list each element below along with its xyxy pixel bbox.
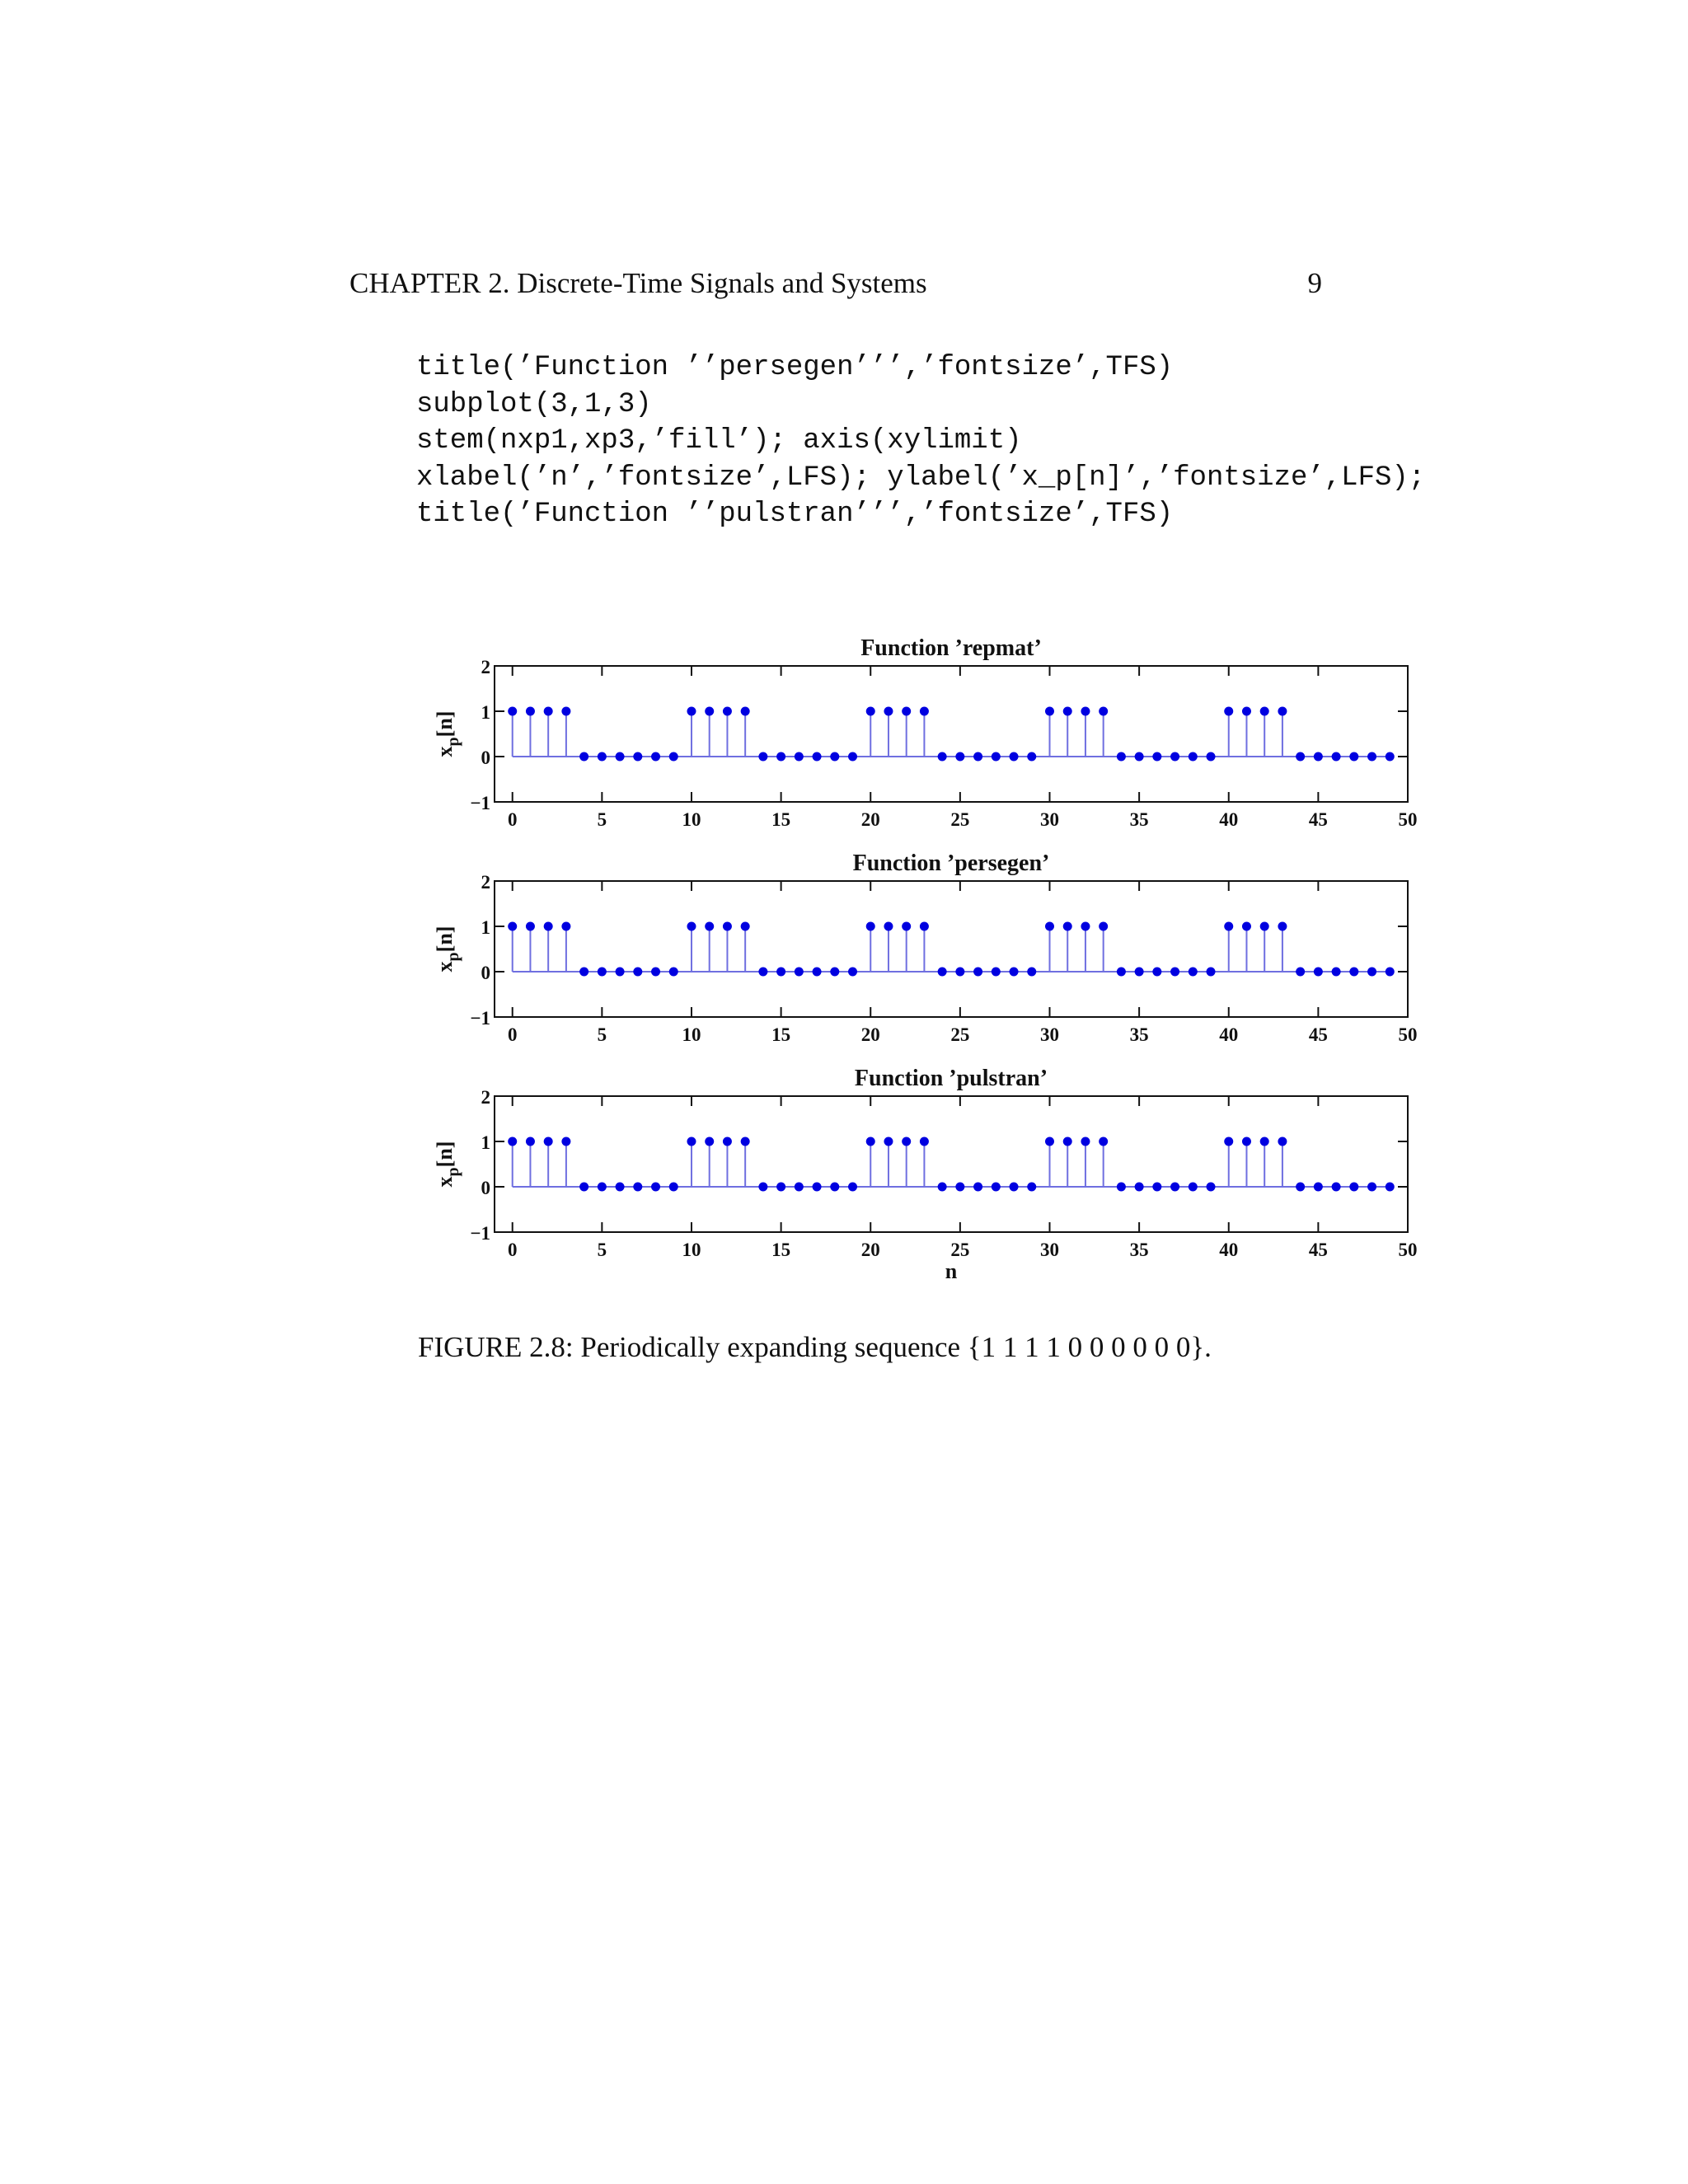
stem-marker xyxy=(1010,752,1019,762)
x-tick-label: 30 xyxy=(1039,1024,1059,1045)
stem-marker xyxy=(1170,968,1179,977)
stem-marker xyxy=(1207,752,1216,762)
stem-marker xyxy=(813,752,822,762)
y-axis-label-part: x xyxy=(433,1176,457,1188)
stem-marker xyxy=(1332,1183,1341,1192)
stem-marker xyxy=(1349,752,1358,762)
stem-marker xyxy=(866,707,875,716)
y-axis-label xyxy=(433,711,462,757)
x-tick-label: 0 xyxy=(507,809,518,830)
stem-marker xyxy=(1152,752,1161,762)
y-axis-label-part: p xyxy=(444,737,462,747)
code-line: title(’Function ’’pulstran’’’,’fontsize’,TFS) xyxy=(416,499,1174,530)
stem-marker xyxy=(1027,752,1036,762)
stem-marker xyxy=(616,1183,625,1192)
plot-axes-box xyxy=(495,666,1408,802)
stem-marker xyxy=(1135,968,1144,977)
stem-marker xyxy=(758,1183,767,1192)
x-tick-label: 50 xyxy=(1398,809,1418,830)
stem-marker xyxy=(973,1183,982,1192)
stem-marker xyxy=(920,922,929,931)
stem-marker xyxy=(1224,707,1233,716)
stem-marker xyxy=(526,1137,535,1146)
y-tick-label: 1 xyxy=(481,1132,490,1153)
x-tick-label: 5 xyxy=(597,1024,607,1045)
stem-marker xyxy=(741,1137,750,1146)
stem-marker xyxy=(526,922,535,931)
stem-plot-panel xyxy=(433,851,1418,1045)
stem-marker xyxy=(579,968,588,977)
plot-title: Function ’persegen’ xyxy=(852,851,1050,876)
stem-marker xyxy=(651,1183,660,1192)
x-tick-label: 30 xyxy=(1039,809,1059,830)
stem-marker xyxy=(758,752,767,762)
page-number: 9 xyxy=(1307,267,1322,299)
x-tick-label: 5 xyxy=(597,1240,607,1260)
y-tick-label: −1 xyxy=(470,1223,490,1244)
stem-marker xyxy=(508,922,517,931)
stem-marker xyxy=(1349,968,1358,977)
x-tick-label: 35 xyxy=(1129,809,1149,830)
x-tick-label: 40 xyxy=(1219,1024,1239,1045)
x-tick-label: 0 xyxy=(507,1024,518,1045)
y-axis-label-part: [n] xyxy=(433,926,457,953)
stem-marker xyxy=(561,707,570,716)
stem-marker xyxy=(884,922,893,931)
stem-marker xyxy=(1081,707,1090,716)
stem-marker xyxy=(830,1183,839,1192)
plot-title: Function ’pulstran’ xyxy=(854,1066,1048,1091)
stem-marker xyxy=(1386,1183,1395,1192)
code-line: subplot(3,1,3) xyxy=(416,388,652,420)
stem-marker xyxy=(687,707,696,716)
y-axis-label-part: [n] xyxy=(433,1141,457,1168)
x-tick-label: 15 xyxy=(771,809,791,830)
x-tick-label: 10 xyxy=(682,1240,701,1260)
stem-marker xyxy=(1224,1137,1233,1146)
stem-marker xyxy=(902,1137,911,1146)
y-tick-label: 0 xyxy=(481,1178,490,1198)
x-axis-label: n xyxy=(945,1259,958,1283)
x-tick-label: 0 xyxy=(507,1240,518,1260)
stem-marker xyxy=(1063,707,1072,716)
stem-marker xyxy=(1063,922,1072,931)
running-header xyxy=(349,267,1322,303)
stem-marker xyxy=(651,968,660,977)
stem-marker xyxy=(884,707,893,716)
stem-marker xyxy=(1242,1137,1251,1146)
stem-marker xyxy=(758,968,767,977)
x-tick-label: 20 xyxy=(860,1024,880,1045)
y-axis-label-part: p xyxy=(444,1167,462,1177)
stem-marker xyxy=(795,752,804,762)
stem-marker xyxy=(1170,1183,1179,1192)
y-axis-label xyxy=(433,1141,462,1188)
x-tick-label: 15 xyxy=(771,1024,791,1045)
y-tick-label: 2 xyxy=(481,657,490,677)
stem-marker xyxy=(1224,922,1233,931)
stem-marker xyxy=(687,1137,696,1146)
stem-marker xyxy=(795,968,804,977)
figure-stem-plots xyxy=(0,610,1688,1310)
stem-marker xyxy=(813,1183,822,1192)
stem-marker xyxy=(938,1183,947,1192)
stem-marker xyxy=(1135,752,1144,762)
stem-marker xyxy=(938,752,947,762)
stem-marker xyxy=(1045,707,1054,716)
x-tick-label: 20 xyxy=(860,1240,880,1260)
y-tick-label: −1 xyxy=(470,793,490,813)
stem-marker xyxy=(1099,707,1108,716)
stem-marker xyxy=(526,707,535,716)
stem-marker xyxy=(1081,922,1090,931)
plot-title: Function ’repmat’ xyxy=(860,635,1042,661)
stem-marker xyxy=(973,752,982,762)
stem-marker xyxy=(544,1137,553,1146)
stem-plot-panel xyxy=(433,1066,1418,1283)
stem-marker xyxy=(561,922,570,931)
x-tick-label: 50 xyxy=(1398,1024,1418,1045)
stem-marker xyxy=(1296,752,1305,762)
stem-marker xyxy=(669,968,678,977)
stem-marker xyxy=(651,752,660,762)
x-tick-label: 10 xyxy=(682,809,701,830)
x-tick-label: 20 xyxy=(860,809,880,830)
stem-marker xyxy=(1010,968,1019,977)
stem-marker xyxy=(866,1137,875,1146)
y-tick-label: 0 xyxy=(481,963,490,983)
stem-marker xyxy=(1045,922,1054,931)
stem-marker xyxy=(973,968,982,977)
stem-marker xyxy=(616,968,625,977)
y-axis-label-part: x xyxy=(433,961,457,972)
stem-marker xyxy=(955,968,964,977)
stem-marker xyxy=(1170,752,1179,762)
stem-marker xyxy=(1314,968,1323,977)
x-tick-label: 10 xyxy=(682,1024,701,1045)
stem-marker xyxy=(1117,752,1126,762)
stem-marker xyxy=(669,752,678,762)
stem-marker xyxy=(633,752,642,762)
chapter-title: CHAPTER 2. Discrete-Time Signals and Systems xyxy=(349,267,927,299)
stem-marker xyxy=(776,752,785,762)
stem-marker xyxy=(1099,1137,1108,1146)
stem-marker xyxy=(938,968,947,977)
stem-marker xyxy=(1278,707,1287,716)
stem-marker xyxy=(544,922,553,931)
stem-marker xyxy=(776,1183,785,1192)
stem-marker xyxy=(705,1137,714,1146)
y-tick-label: 2 xyxy=(481,872,490,893)
stem-marker xyxy=(616,752,625,762)
stem-marker xyxy=(992,752,1001,762)
stem-marker xyxy=(1296,968,1305,977)
x-tick-label: 35 xyxy=(1129,1024,1149,1045)
stem-marker xyxy=(1314,752,1323,762)
y-tick-label: −1 xyxy=(470,1008,490,1029)
stem-marker xyxy=(1152,968,1161,977)
x-tick-label: 25 xyxy=(950,1024,970,1045)
x-tick-label: 30 xyxy=(1039,1240,1059,1260)
stem-marker xyxy=(848,752,857,762)
stem-marker xyxy=(561,1137,570,1146)
stem-marker xyxy=(1081,1137,1090,1146)
stem-marker xyxy=(1117,1183,1126,1192)
stem-marker xyxy=(741,707,750,716)
stem-marker xyxy=(1027,1183,1036,1192)
stem-marker xyxy=(598,968,607,977)
stem-marker xyxy=(1135,1183,1144,1192)
y-axis-label-part: [n] xyxy=(433,710,457,738)
x-tick-label: 40 xyxy=(1219,809,1239,830)
stem-marker xyxy=(1099,922,1108,931)
x-tick-label: 5 xyxy=(597,809,607,830)
x-tick-label: 45 xyxy=(1308,1024,1328,1045)
stem-marker xyxy=(795,1183,804,1192)
stem-marker xyxy=(884,1137,893,1146)
stem-marker xyxy=(1189,752,1198,762)
stem-marker xyxy=(598,752,607,762)
stem-marker xyxy=(992,1183,1001,1192)
stem-marker xyxy=(669,1183,678,1192)
stem-marker xyxy=(1278,1137,1287,1146)
y-axis-label-part: p xyxy=(444,952,462,962)
stem-marker xyxy=(830,752,839,762)
code-line: stem(nxp1,xp3,’fill’); axis(xylimit) xyxy=(416,425,1022,457)
stem-marker xyxy=(902,922,911,931)
stem-marker xyxy=(848,1183,857,1192)
stem-plot-panel xyxy=(433,635,1418,830)
stem-marker xyxy=(1207,1183,1216,1192)
stem-marker xyxy=(508,707,517,716)
stem-marker xyxy=(1386,752,1395,762)
stem-marker xyxy=(579,752,588,762)
stem-marker xyxy=(705,922,714,931)
x-tick-label: 35 xyxy=(1129,1240,1149,1260)
stem-marker xyxy=(830,968,839,977)
y-tick-label: 0 xyxy=(481,748,490,768)
stem-marker xyxy=(633,968,642,977)
x-tick-label: 40 xyxy=(1219,1240,1239,1260)
stem-marker xyxy=(1117,968,1126,977)
stem-marker xyxy=(1152,1183,1161,1192)
stem-marker xyxy=(544,707,553,716)
y-tick-label: 2 xyxy=(481,1087,490,1108)
y-tick-label: 1 xyxy=(481,917,490,938)
y-tick-label: 1 xyxy=(481,702,490,723)
stem-marker xyxy=(1242,922,1251,931)
stem-marker xyxy=(508,1137,517,1146)
stem-marker xyxy=(1367,968,1376,977)
figure-caption: FIGURE 2.8: Periodically expanding sequence {1 1 1 1 0 0 0 0 0 0}. xyxy=(418,1331,1212,1363)
stem-marker xyxy=(955,752,964,762)
code-line: title(’Function ’’persegen’’’,’fontsize’,TFS) xyxy=(416,352,1174,383)
x-tick-label: 25 xyxy=(950,809,970,830)
code-line: xlabel(’n’,’fontsize’,LFS); ylabel(’x_p[n]’,’fontsize’,LFS); xyxy=(416,462,1426,494)
stem-marker xyxy=(1027,968,1036,977)
stem-marker xyxy=(1010,1183,1019,1192)
stem-marker xyxy=(902,707,911,716)
stem-marker xyxy=(813,968,822,977)
stem-marker xyxy=(741,922,750,931)
stem-marker xyxy=(1045,1137,1054,1146)
y-axis-label xyxy=(433,926,462,972)
stem-marker xyxy=(1207,968,1216,977)
y-axis-label-part: x xyxy=(433,746,457,757)
stem-marker xyxy=(1332,968,1341,977)
stem-marker xyxy=(1386,968,1395,977)
stem-marker xyxy=(1367,1183,1376,1192)
stem-marker xyxy=(848,968,857,977)
stem-marker xyxy=(705,707,714,716)
stem-marker xyxy=(633,1183,642,1192)
stem-marker xyxy=(723,707,732,716)
stem-marker xyxy=(955,1183,964,1192)
stem-marker xyxy=(723,1137,732,1146)
stem-marker xyxy=(992,968,1001,977)
stem-marker xyxy=(687,922,696,931)
stem-marker xyxy=(598,1183,607,1192)
stem-marker xyxy=(723,922,732,931)
stem-marker xyxy=(1063,1137,1072,1146)
stem-marker xyxy=(579,1183,588,1192)
stem-marker xyxy=(1367,752,1376,762)
stem-marker xyxy=(1278,922,1287,931)
stem-marker xyxy=(866,922,875,931)
plot-axes-box xyxy=(495,1096,1408,1232)
x-tick-label: 15 xyxy=(771,1240,791,1260)
code-listing xyxy=(416,349,1425,533)
stem-marker xyxy=(1260,922,1269,931)
stem-marker xyxy=(1242,707,1251,716)
x-tick-label: 45 xyxy=(1308,1240,1328,1260)
stem-marker xyxy=(1296,1183,1305,1192)
x-tick-label: 25 xyxy=(950,1240,970,1260)
stem-marker xyxy=(1260,707,1269,716)
x-tick-label: 45 xyxy=(1308,809,1328,830)
stem-marker xyxy=(1314,1183,1323,1192)
stem-marker xyxy=(920,1137,929,1146)
stem-marker xyxy=(1260,1137,1269,1146)
plot-axes-box xyxy=(495,881,1408,1017)
x-tick-label: 50 xyxy=(1398,1240,1418,1260)
stem-marker xyxy=(1332,752,1341,762)
stem-marker xyxy=(920,707,929,716)
stem-marker xyxy=(1349,1183,1358,1192)
stem-marker xyxy=(776,968,785,977)
stem-marker xyxy=(1189,1183,1198,1192)
stem-marker xyxy=(1189,968,1198,977)
